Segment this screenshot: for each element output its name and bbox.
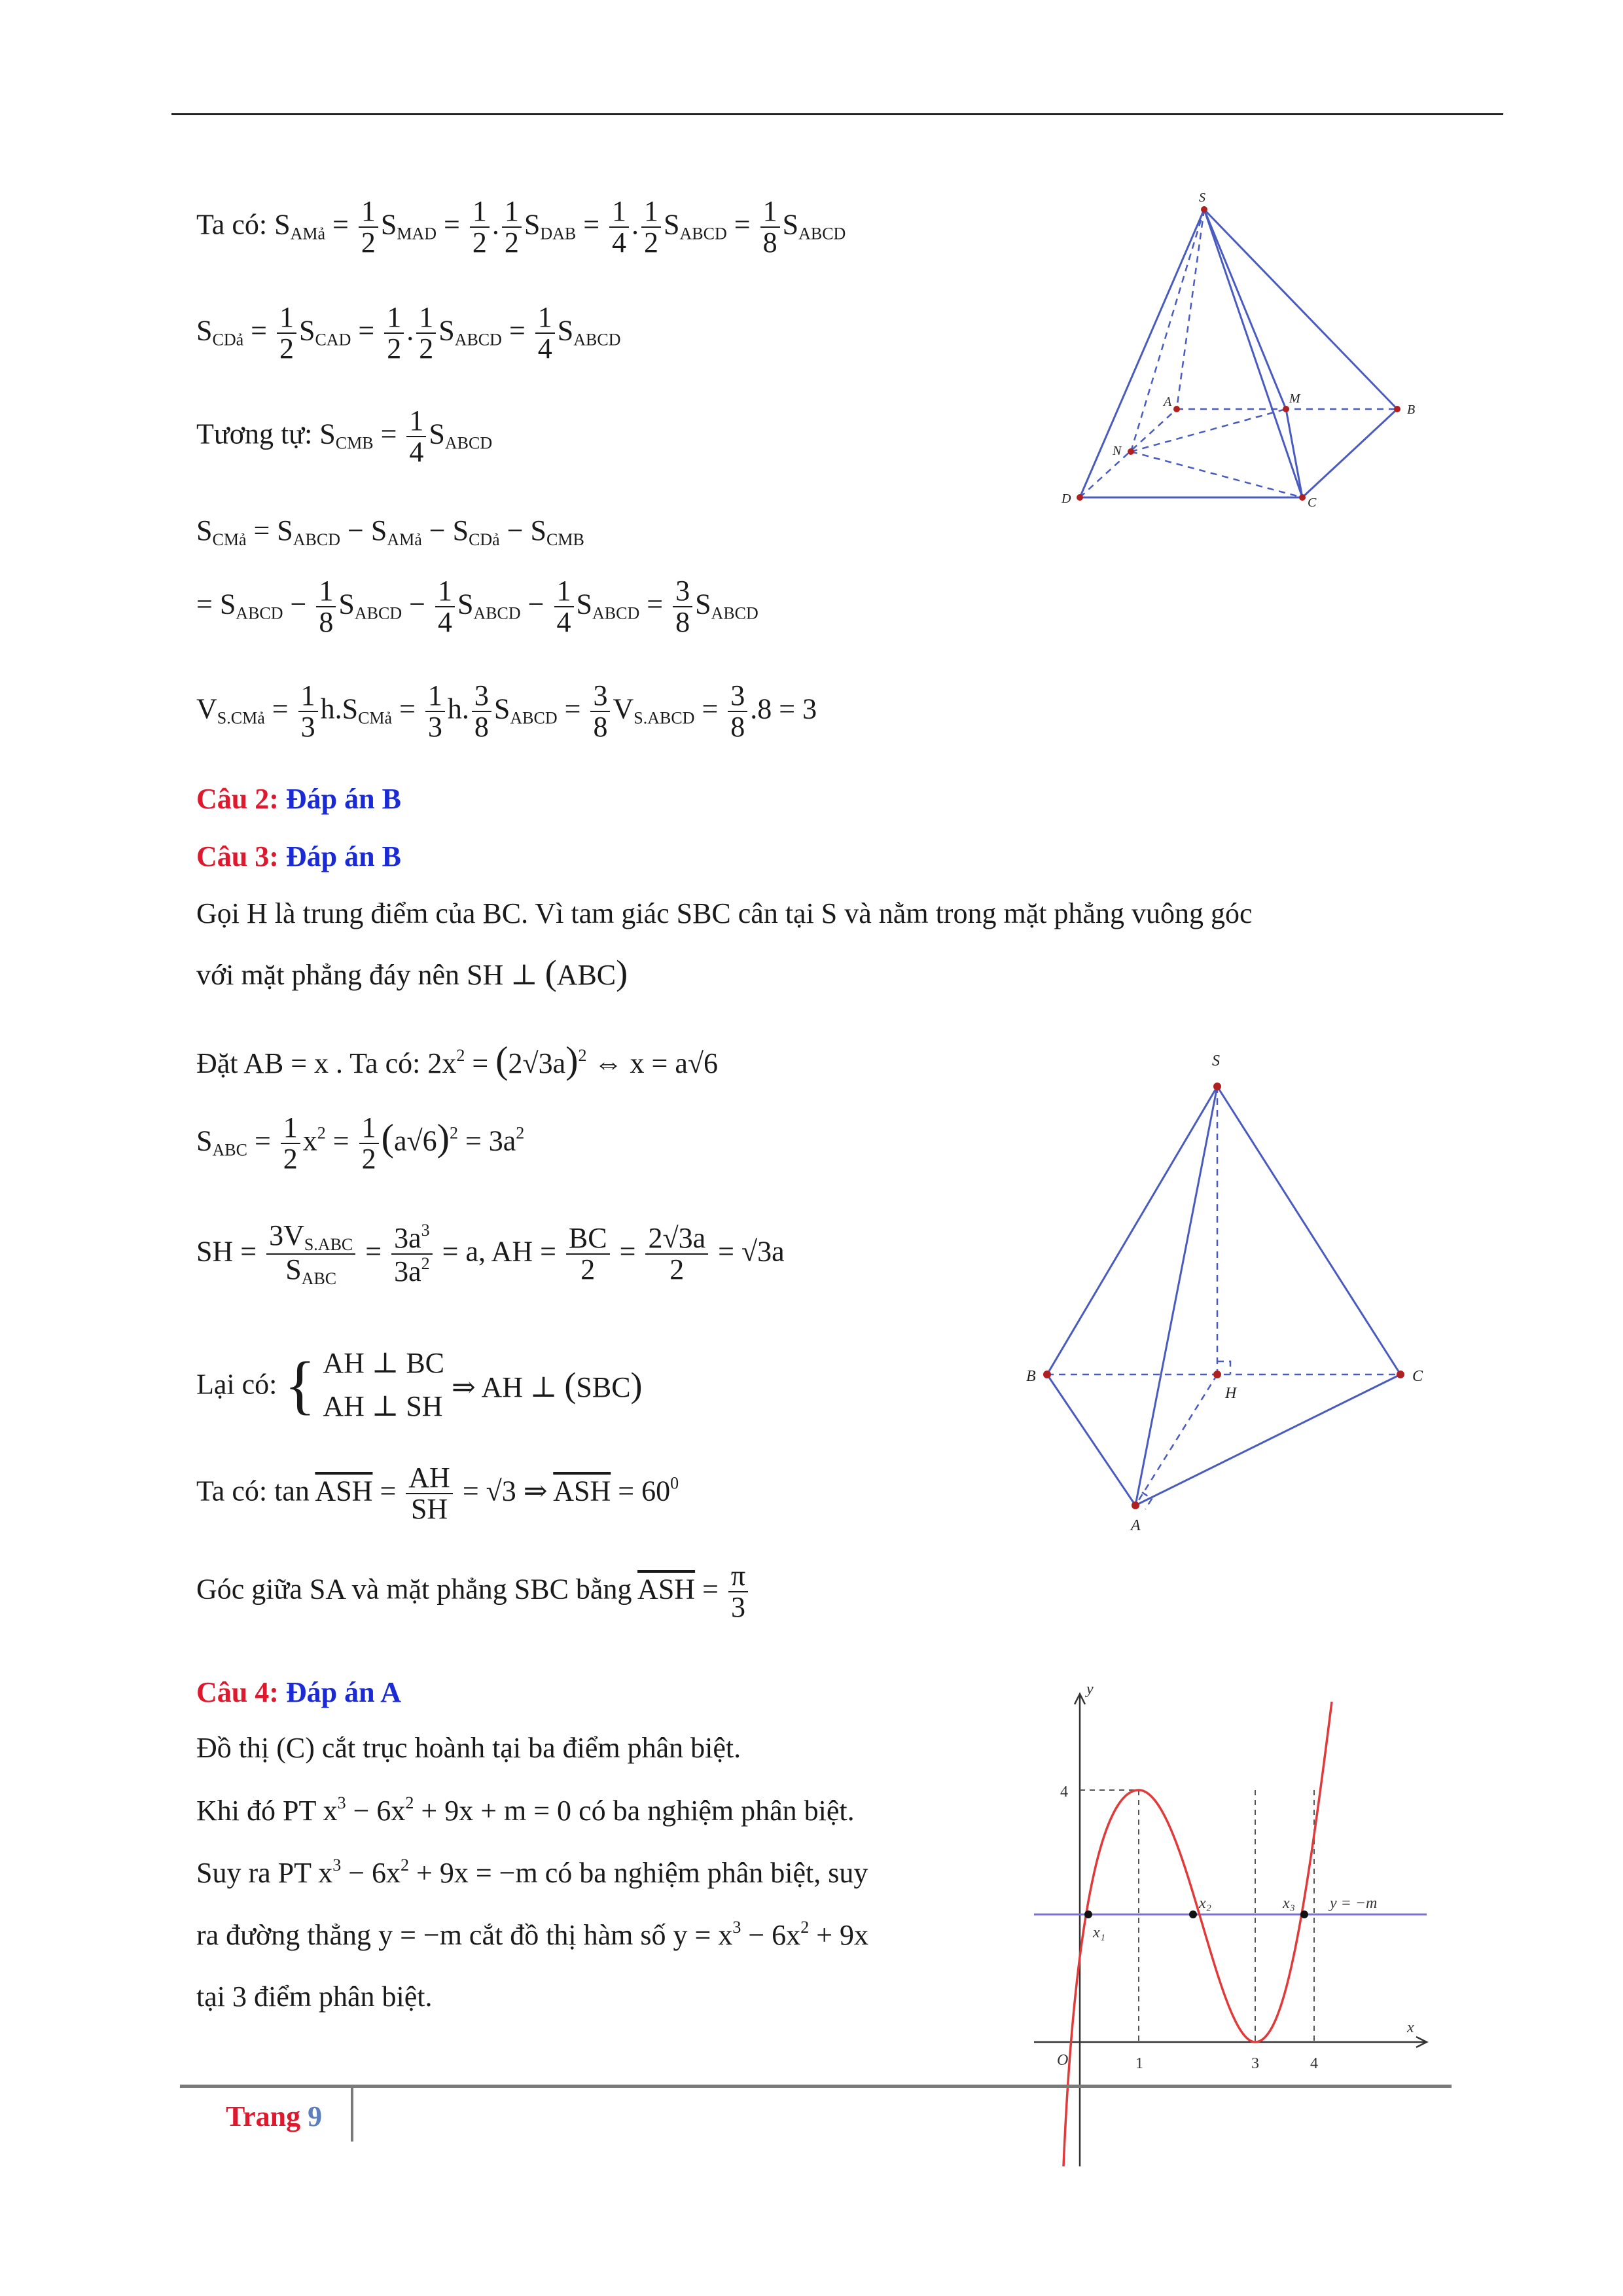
edge-sb	[1047, 1086, 1217, 1374]
formula-line-5: = $S_{ABCD}$ − $\frac{1}{8}$ $S_{ABCD}$ − $\frac{1}{4}$ $S_{ABCD}$ − $\frac{1}{4}$ $S_{ABCD}$ = $\frac{3}{8}$ $S_{ABCD}$	[196, 575, 758, 639]
edge-sn	[1131, 209, 1204, 452]
cubic-graph-figure	[1021, 1676, 1440, 2173]
pyramid-figure-2	[1021, 1041, 1427, 1538]
label-d: D	[1061, 492, 1071, 506]
formula-line-1: Ta có: $S_{AMả}$ = $\frac{1}{2}$ $S_{MAD}$ = $\frac{1}{2}$ . $\frac{1}{2}$ $S_{DAB}$ = $\frac{1}{4}$ . $\frac{1}{2}$ $S_{ABCD}$ = $\frac{1}{8}$ $S_{ABCD}$	[196, 195, 846, 259]
q3-tan-line: Ta có: $\tan \overline{ASH}$ = $\frac{AH}{SH}$ = √3 ⇒ $\overline{ASH} = 60^0$	[196, 1462, 679, 1526]
formula-line-6: $V_{S.CMả}$ = $\frac{1}{3}$ $h.S_{CMả}$ = $\frac{1}{3}$ h. $\frac{3}{8}$ $S_{ABCD}$ = $\frac{3}{8}$ $V_{S.ABCD}$ = $\frac{3}{8}$ .8 = 3	[196, 679, 817, 744]
page-number: 9	[308, 2100, 323, 2132]
footer-rule	[180, 2085, 1443, 2088]
formula-line-4: $S_{CMả} = S_{ABCD} - S_{AMả} - S_{CDả} - S_{CMB}$	[196, 514, 584, 549]
edge-nc	[1131, 452, 1302, 497]
q3-heading	[196, 840, 401, 873]
edge-cb	[1302, 409, 1397, 497]
tuong-tu-label: Tương tự:	[196, 418, 313, 450]
label-x-one: 1	[1135, 2055, 1143, 2072]
q3-intro-2: với mặt phẳng đáy nên SH ⊥ (ABC)	[196, 953, 628, 992]
q3-area-line: $S_{ABC}$ = $\frac{1}{2}$ $x^2$ = $\frac{1}{2}$ $(a√6)^2 = 3a^2$	[196, 1111, 525, 1175]
edge-sa	[1135, 1086, 1217, 1505]
label-y: y	[1086, 1681, 1094, 1698]
edge-sm	[1204, 209, 1286, 409]
q4-line-4: ra đường thẳng y = −m cắt đồ thị hàm số $y = x^3 - 6x^2 + 9x$	[196, 1918, 869, 1951]
result-value: 3	[802, 692, 817, 725]
label-m: M	[1289, 391, 1300, 406]
q4-label: Câu 4:	[196, 1676, 279, 1708]
q2-heading	[196, 782, 401, 816]
edge-sd	[1080, 209, 1204, 497]
point-x1	[1084, 1910, 1092, 1918]
edge-sc	[1204, 209, 1302, 497]
q3-intro: Gọi H là trung điểm của BC. Vì tam giác SBC cân tại S và nằm trong mặt phẳng vuông góc	[196, 897, 1253, 929]
q4-line-1: Đồ thị (C) cắt trục hoành tại ba điểm phân biệt.	[196, 1732, 741, 1764]
label-s: S	[1212, 1052, 1220, 1069]
q4-answer: Đáp án A	[285, 1676, 401, 1708]
q2-answer: Đáp án B	[285, 783, 401, 815]
label-n: N	[1113, 444, 1122, 458]
label-x-four: 4	[1310, 2055, 1318, 2072]
label-x1: x₁	[1093, 1924, 1105, 1941]
footer-divider	[351, 2088, 353, 2142]
formula-line-2: $S_{CDả}$ = $\frac{1}{2}$ $S_{CAD}$ = $\frac{1}{2}$ . $\frac{1}{2}$ $S_{ABCD}$ = $\frac{1}{4}$ $S_{ABCD}$	[196, 301, 621, 365]
edge-sb	[1204, 209, 1397, 409]
q3-sh-line: SH = $\frac{3V_{S.ABC}}{S_{ABC}}$ = $\frac{3a^3}{3a^2}$ = a, AH = $\frac{BC}{2}$ = $\frac{2√3a}{2}$ = √3a	[196, 1219, 785, 1289]
label-origin: O	[1057, 2052, 1069, 2069]
q4-line-2: Khi đó PT $x^3 - 6x^2 + 9x + m = 0$ có ba nghiệm phân biệt.	[196, 1793, 855, 1827]
header-rule	[171, 113, 1503, 115]
label-a: A	[1164, 395, 1172, 409]
q2-label: Câu 2:	[196, 783, 279, 815]
label-s: S	[1199, 190, 1205, 205]
label-b: B	[1407, 403, 1416, 417]
page-footer	[226, 2100, 322, 2133]
footer-rule-cap	[1440, 2085, 1452, 2088]
edge-ba	[1047, 1374, 1135, 1505]
ta-co-label: Ta có:	[196, 208, 268, 241]
label-x-three: 3	[1251, 2055, 1259, 2072]
q4-heading	[196, 1676, 401, 1709]
q4-line-5: tại 3 điểm phân biệt.	[196, 1981, 433, 2013]
label-h: H	[1225, 1385, 1237, 1402]
q3-angle-line: Góc giữa SA và mặt phẳng SBC bằng $\overline{ASH}$ = $\frac{\pi}{3}$	[196, 1561, 751, 1623]
formula-line-3: Tương tự: $S_{CMB}$ = $\frac{1}{4}$ $S_{ABCD}$	[196, 404, 493, 469]
q3-system-line: Lại có: { AH ⊥ BC AH ⊥ SH ⇒ AH ⊥ (SBC)	[196, 1347, 643, 1422]
label-x3: x₃	[1283, 1895, 1295, 1912]
label-y-four: 4	[1060, 1784, 1068, 1801]
pyramid-figure-1	[1054, 190, 1433, 517]
edge-mc	[1286, 409, 1302, 497]
edge-sc	[1217, 1086, 1400, 1374]
label-a: A	[1131, 1517, 1141, 1534]
label-line: y = −m	[1330, 1895, 1378, 1912]
q4-line-3: Suy ra PT $x^3 - 6x^2 + 9x = -m$ có ba nghiệm phân biệt, suy	[196, 1856, 868, 1889]
q3-label: Câu 3:	[196, 840, 279, 872]
page-label: Trang	[226, 2100, 301, 2132]
q3-answer: Đáp án B	[285, 840, 401, 872]
label-x2: x₂	[1199, 1895, 1211, 1912]
label-b: B	[1026, 1368, 1036, 1385]
label-x: x	[1407, 2019, 1414, 2036]
point-x3	[1300, 1910, 1308, 1918]
label-c: C	[1412, 1368, 1423, 1385]
edge-ac	[1135, 1374, 1400, 1505]
q3-set-line: Đặt AB = x . Ta có: $2x^2 = (2√3a)^2$ ⇔ x = a√6	[196, 1039, 719, 1081]
point-x2	[1189, 1910, 1197, 1918]
label-c: C	[1308, 495, 1317, 510]
